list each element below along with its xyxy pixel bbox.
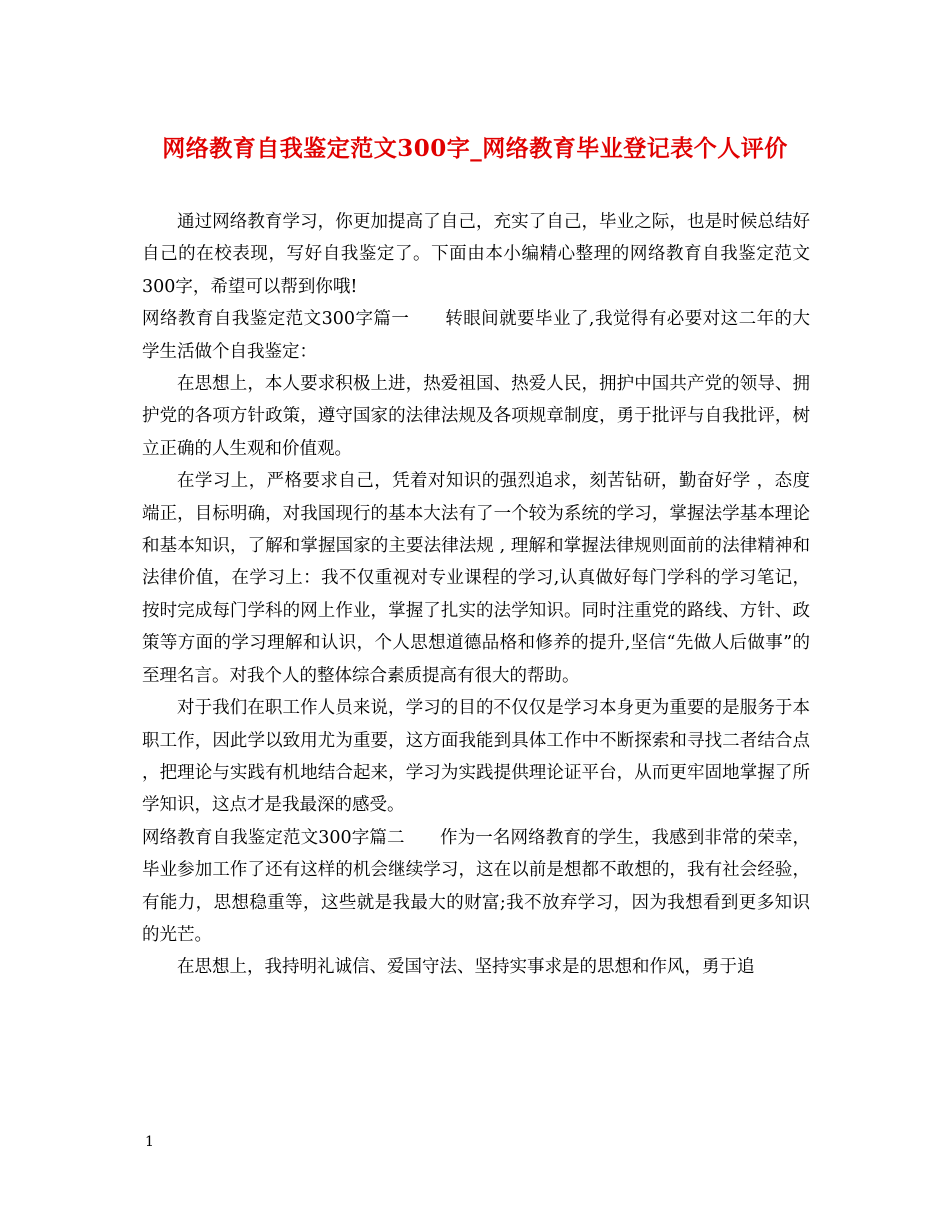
paragraph-study: 在学习上，严格要求自己，凭着对知识的强烈追求，刻苦钻研，勤奋好学 ，态度端正，目标明确，对我国现行的基本大法有了一个较为系统的学习，掌握法学基本理论和基本知识，了解和掌握国家的主要法律法规 , 理解和掌握法律规则面前的法律精神和法律价值，在学习上：我不仅重视对专业课程的学习,认真做好每门学科的学习笔记，按时完成每门学科的网上作业，掌握了扎实的法学知识。同时注重党的路线、方针、政策等方面的学习理解和认识，个人思想道德品格和修养的提升,坚信“先做人后做事”的至理名言。对我个人的整体综合素质提高有很大的帮助。: [142, 471, 810, 686]
page-number: 1: [145, 1134, 154, 1150]
document-body: [142, 206, 810, 984]
paragraph-thought-two: 在思想上，我持明礼诚信、爱国守法、坚持实事求是的思想和作风，勇于追: [177, 957, 755, 978]
paragraph-work: 对于我们在职工作人员来说，学习的目的不仅仅是学习本身更为重要的是服务于本职工作，因此学以致用尤为重要，这方面我能到具体工作中不断探索和寻找二者结合点 ，把理论与实践有机地结合起来，学习为实践提供理论证平台，从而更牢固地掌握了所学知识，这点才是我最深的感受。: [142, 698, 810, 816]
paragraph-intro: 通过网络教育学习，你更加提高了自己，充实了自己，毕业之际，也是时候总结好自己的在校表现，写好自我鉴定了。下面由本小编精心整理的网络教育自我鉴定范文300字，希望可以帮到你哦!: [142, 212, 810, 297]
document-title: 网络教育自我鉴定范文300字_网络教育毕业登记表个人评价: [162, 135, 788, 162]
paragraph-thought: 在思想上，本人要求积极上进，热爱祖国、热爱人民，拥护中国共产党的领导、拥护党的各项方针政策，遵守国家的法律法规及各项规章制度，勇于批评与自我批评，树立正确的人生观和价值观。: [142, 374, 810, 459]
paragraph-section-two-heading: 网络教育自我鉴定范文300字篇二 作为一名网络教育的学生，我感到非常的荣幸，毕业参加工作了还有这样的机会继续学习，这在以前是想都不敢想的，我有社会经验，有能力，思想稳重等，这些就是我最大的财富;我不放弃学习，因为我想看到更多知识的光芒。: [142, 827, 810, 945]
paragraph-section-one-heading: 网络教育自我鉴定范文300字篇一 转眼间就要毕业了,我觉得有必要对这二年的大学生活做个自我鉴定：: [142, 309, 810, 362]
